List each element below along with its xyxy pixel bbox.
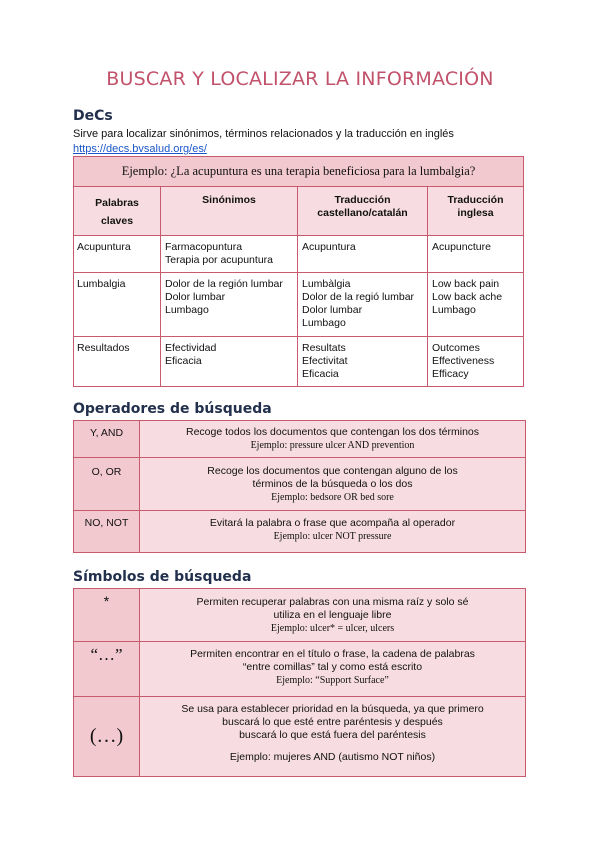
header-translation-en: Traducción inglesa <box>428 187 524 236</box>
operators-table <box>73 420 526 553</box>
table-row: Resultados Efectividad Eficacia Resultats Efectivitat Eficacia Outcomes Effectiveness Efficacy <box>74 337 524 387</box>
table-row: O, OR Recoge los documentos que contengan alguno de los términos de la búsqueda o los dos Ejemplo: bedsore OR bed sore <box>74 458 526 511</box>
page-title: BUSCAR Y LOCALIZAR LA INFORMACIÓN <box>106 68 494 90</box>
header-synonyms: Sinónimos <box>161 187 298 236</box>
header-keywords: Palabras claves <box>74 187 161 236</box>
table-row: Lumbalgia Dolor de la región lumbar Dolor lumbar Lumbago Lumbàlgia Dolor de la regió lumbar Dolor lumbar Lumbago Low back pain Low back ache Lumbago <box>74 273 524 337</box>
header-translation-es-ca: Traducción castellano/catalán <box>298 187 428 236</box>
operator-and: Y, AND <box>74 421 140 458</box>
decs-link[interactable]: https://decs.bvsalud.org/es/ <box>73 143 207 155</box>
decs-description: Sirve para localizar sinónimos, términos relacionados y la traducción en inglés <box>73 128 454 140</box>
symbol-parentheses: (…) <box>74 697 140 777</box>
symbols-table <box>73 588 526 777</box>
operator-or: O, OR <box>74 458 140 511</box>
table-row: (…) Se usa para establecer prioridad en la búsqueda, ya que primero buscará lo que esté entre paréntesis y después buscará lo que está fuera del paréntesis Ejemplo: mujeres AND (autismo NOT niños) <box>74 697 526 777</box>
operator-not: NO, NOT <box>74 511 140 553</box>
decs-heading: DeCs <box>73 108 113 124</box>
table-row: * Permiten recuperar palabras con una misma raíz y solo sé utiliza en el lenguaje libre Ejemplo: ulcer* = ulcer, ulcers <box>74 589 526 642</box>
symbols-heading: Símbolos de búsqueda <box>73 569 252 585</box>
decs-table-caption: Ejemplo: ¿La acupuntura es una terapia beneficiosa para la lumbalgia? <box>74 157 524 187</box>
operators-heading: Operadores de búsqueda <box>73 401 272 417</box>
table-row: “…” Permiten encontrar en el título o frase, la cadena de palabras “entre comillas” tal y como está escrito Ejemplo: “Support Surface” <box>74 642 526 697</box>
symbol-asterisk: * <box>74 589 140 642</box>
symbol-quotes: “…” <box>74 642 140 697</box>
table-row: Y, AND Recoge todos los documentos que contengan los dos términos Ejemplo: pressure ulcer AND prevention <box>74 421 526 458</box>
decs-table <box>73 156 524 387</box>
table-row: NO, NOT Evitará la palabra o frase que acompaña al operador Ejemplo: ulcer NOT pressure <box>74 511 526 553</box>
table-row: Acupuntura Farmacopuntura Terapia por acupuntura Acupuntura Acupuncture <box>74 236 524 273</box>
